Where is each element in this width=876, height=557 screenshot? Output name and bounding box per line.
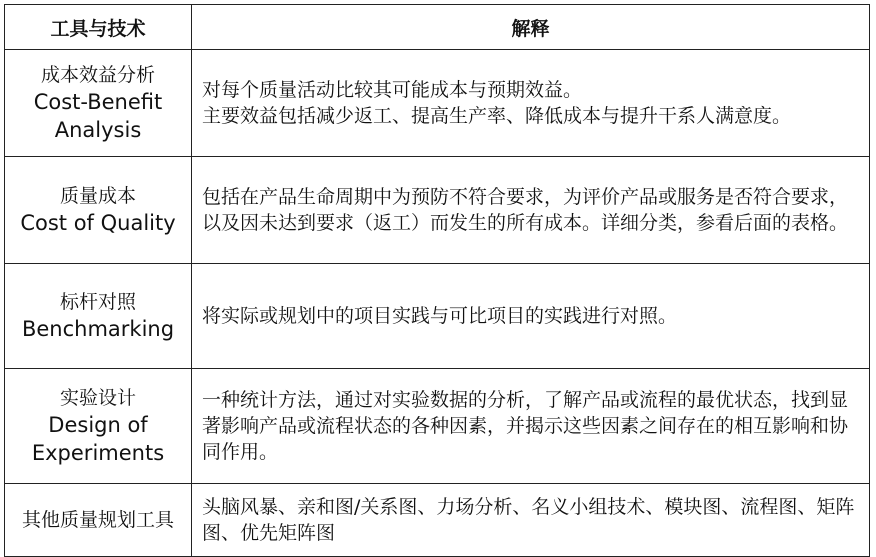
- header-tool: 工具与技术: [5, 5, 192, 50]
- description-text: 对每个质量活动比较其可能成本与预期效益。: [202, 79, 583, 101]
- description-text: 一种统计方法，通过对实验数据的分析，了解产品或流程的最优状态，找到显著影响产品或流程状态的各种因素，并揭示这些因素之间存在的相互影响和协同作用。: [202, 389, 849, 463]
- tool-name-cn: 实验设计: [59, 387, 136, 409]
- description-text: 将实际或规划中的项目实践与可比项目的实践进行对照。: [202, 305, 678, 327]
- description-cell: [192, 50, 870, 157]
- table-row: [5, 264, 870, 369]
- description-cell: [192, 157, 870, 264]
- tool-name-cn: 其他质量规划工具: [21, 509, 174, 531]
- description-text: 头脑风暴、亲和图/关系图、力场分析、名义小组技术、模块图、流程图、矩阵图、优先矩阵图: [202, 496, 855, 544]
- table-row: [5, 50, 870, 157]
- tool-name-en: Benchmarking: [21, 317, 175, 341]
- tool-name-en: Analysis: [54, 118, 142, 142]
- tool-cell: [5, 157, 192, 264]
- tool-name-en: Cost-Benefit: [33, 90, 163, 114]
- description-text: 包括在产品生命周期中为预防不符合要求，为评价产品或服务是否符合要求，以及因未达到要求（返工）而发生的所有成本。详细分类，参看后面的表格。: [202, 186, 849, 234]
- table-row: [5, 484, 870, 557]
- quality-tools-table: [4, 4, 870, 557]
- tool-name-en: Cost of Quality: [20, 211, 176, 235]
- tool-cell: [5, 50, 192, 157]
- tool-name-en: Design of: [48, 413, 148, 437]
- header-description: 解释: [192, 5, 870, 50]
- tool-name-cn: 标杆对照: [59, 291, 136, 313]
- tool-cell: [5, 369, 192, 484]
- tool-cell: [5, 484, 192, 557]
- tool-name-cn: 成本效益分析: [40, 64, 155, 86]
- description-cell: [192, 484, 870, 557]
- table-row: [5, 369, 870, 484]
- description-text: 主要效益包括减少返工、提高生产率、降低成本与提升干系人满意度。: [202, 105, 792, 127]
- table-container: [4, 4, 870, 557]
- table-row: [5, 157, 870, 264]
- tool-name-cn: 质量成本: [59, 185, 136, 207]
- description-cell: [192, 369, 870, 484]
- description-cell: [192, 264, 870, 369]
- table-header-row: [5, 5, 870, 50]
- tool-cell: [5, 264, 192, 369]
- tool-name-en: Experiments: [31, 441, 165, 465]
